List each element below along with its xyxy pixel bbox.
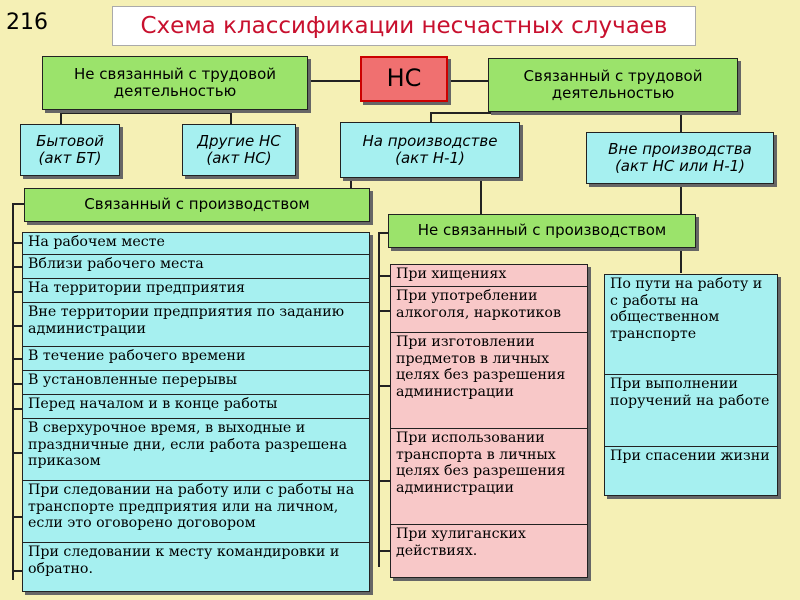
production-linked-list bbox=[22, 232, 370, 592]
other-accidents-act: (акт НС) bbox=[206, 149, 272, 167]
production-unlinked-label: Не связанный с производством bbox=[417, 221, 667, 240]
at-production-name: На производстве bbox=[362, 131, 498, 150]
page-title: Схема классификации несчастных случаев bbox=[112, 6, 696, 46]
connector-unlinked-spine bbox=[378, 232, 380, 567]
other-accidents-box bbox=[182, 124, 296, 176]
list-item: При использовании транспорта в личных целях без разрешения администрации bbox=[391, 429, 587, 525]
list-item: На территории предприятия bbox=[23, 279, 369, 303]
at-production-box bbox=[340, 122, 520, 178]
list-item: Перед началом и в конце работы bbox=[23, 395, 369, 419]
production-unlinked-box bbox=[388, 214, 696, 248]
list-item: Вблизи рабочего места bbox=[23, 255, 369, 279]
outside-production-name: Вне производства bbox=[608, 139, 752, 158]
list-item: На рабочем месте bbox=[23, 233, 369, 255]
tick bbox=[12, 358, 22, 360]
list-item: При спасении жизни bbox=[610, 448, 770, 464]
list-item: При выполнении поручений на работе bbox=[605, 375, 777, 447]
page-number: 216 bbox=[6, 10, 48, 35]
domestic-box bbox=[20, 124, 120, 176]
tick bbox=[378, 480, 390, 482]
tick bbox=[12, 266, 22, 268]
list-item: По пути на работу и с работы на общественном транспорте bbox=[605, 275, 777, 375]
connector-linked-top bbox=[12, 203, 24, 205]
work-related-box bbox=[488, 58, 738, 112]
not-work-related-label: Не связанный с трудовой деятельностью bbox=[74, 64, 276, 100]
tick bbox=[378, 310, 390, 312]
production-linked-label: Связанный с производством bbox=[84, 195, 310, 214]
at-production-act: (акт Н-1) bbox=[395, 149, 465, 167]
production-unlinked-list bbox=[390, 264, 588, 578]
outside-production-list bbox=[604, 274, 778, 496]
tick bbox=[378, 550, 390, 552]
tick bbox=[12, 452, 22, 454]
tick bbox=[12, 383, 22, 385]
tick bbox=[378, 275, 390, 277]
connector-unlinked-top bbox=[378, 232, 388, 234]
list-item: При изготовлении предметов в личных целях без разрешения администрации bbox=[391, 333, 587, 429]
tick bbox=[12, 325, 22, 327]
not-work-related-box bbox=[42, 56, 308, 110]
list-item: При хулиганских действиях. bbox=[396, 526, 526, 559]
domestic-act: (акт БТ) bbox=[38, 149, 102, 167]
accident-root-label: НС bbox=[386, 64, 422, 93]
outside-production-box bbox=[586, 132, 774, 184]
other-accidents-name: Другие НС bbox=[197, 131, 281, 150]
domestic-name: Бытовой bbox=[36, 131, 104, 150]
work-related-label: Связанный с трудовой деятельностью bbox=[523, 66, 703, 102]
list-item: При хищениях bbox=[391, 265, 587, 287]
tick bbox=[12, 291, 22, 293]
tick bbox=[12, 242, 22, 244]
connector-left-horizontal bbox=[60, 112, 232, 114]
list-item: При употреблении алкоголя, наркотиков bbox=[391, 287, 587, 333]
list-item: В течение рабочего времени bbox=[23, 347, 369, 371]
connector-production-right bbox=[480, 177, 482, 215]
connector-ns-left bbox=[308, 80, 360, 82]
connector-right-horizontal bbox=[430, 112, 680, 114]
connector-right-v2 bbox=[680, 112, 682, 132]
outside-production-act: (акт НС или Н-1) bbox=[614, 157, 746, 175]
list-item: При следовании к месту командировки и обратно. bbox=[28, 544, 340, 577]
production-linked-box bbox=[24, 188, 370, 222]
tick bbox=[12, 408, 22, 410]
accident-root-box bbox=[360, 56, 448, 102]
list-item: Вне территории предприятия по заданию администрации bbox=[23, 303, 369, 347]
tick bbox=[12, 516, 22, 518]
tick bbox=[378, 385, 390, 387]
connector-linked-spine bbox=[12, 203, 14, 580]
connector-ns-right bbox=[448, 80, 488, 82]
tick bbox=[12, 570, 22, 572]
list-item: При следовании на работу или с работы на транспорте предприятия или на личном, если это оговорено договором bbox=[23, 481, 369, 543]
connector-right-v1 bbox=[430, 112, 432, 122]
list-item: В установленные перерывы bbox=[23, 371, 369, 395]
list-item: В сверхурочное время, в выходные и праздничные дни, если работа разрешена приказом bbox=[23, 419, 369, 481]
